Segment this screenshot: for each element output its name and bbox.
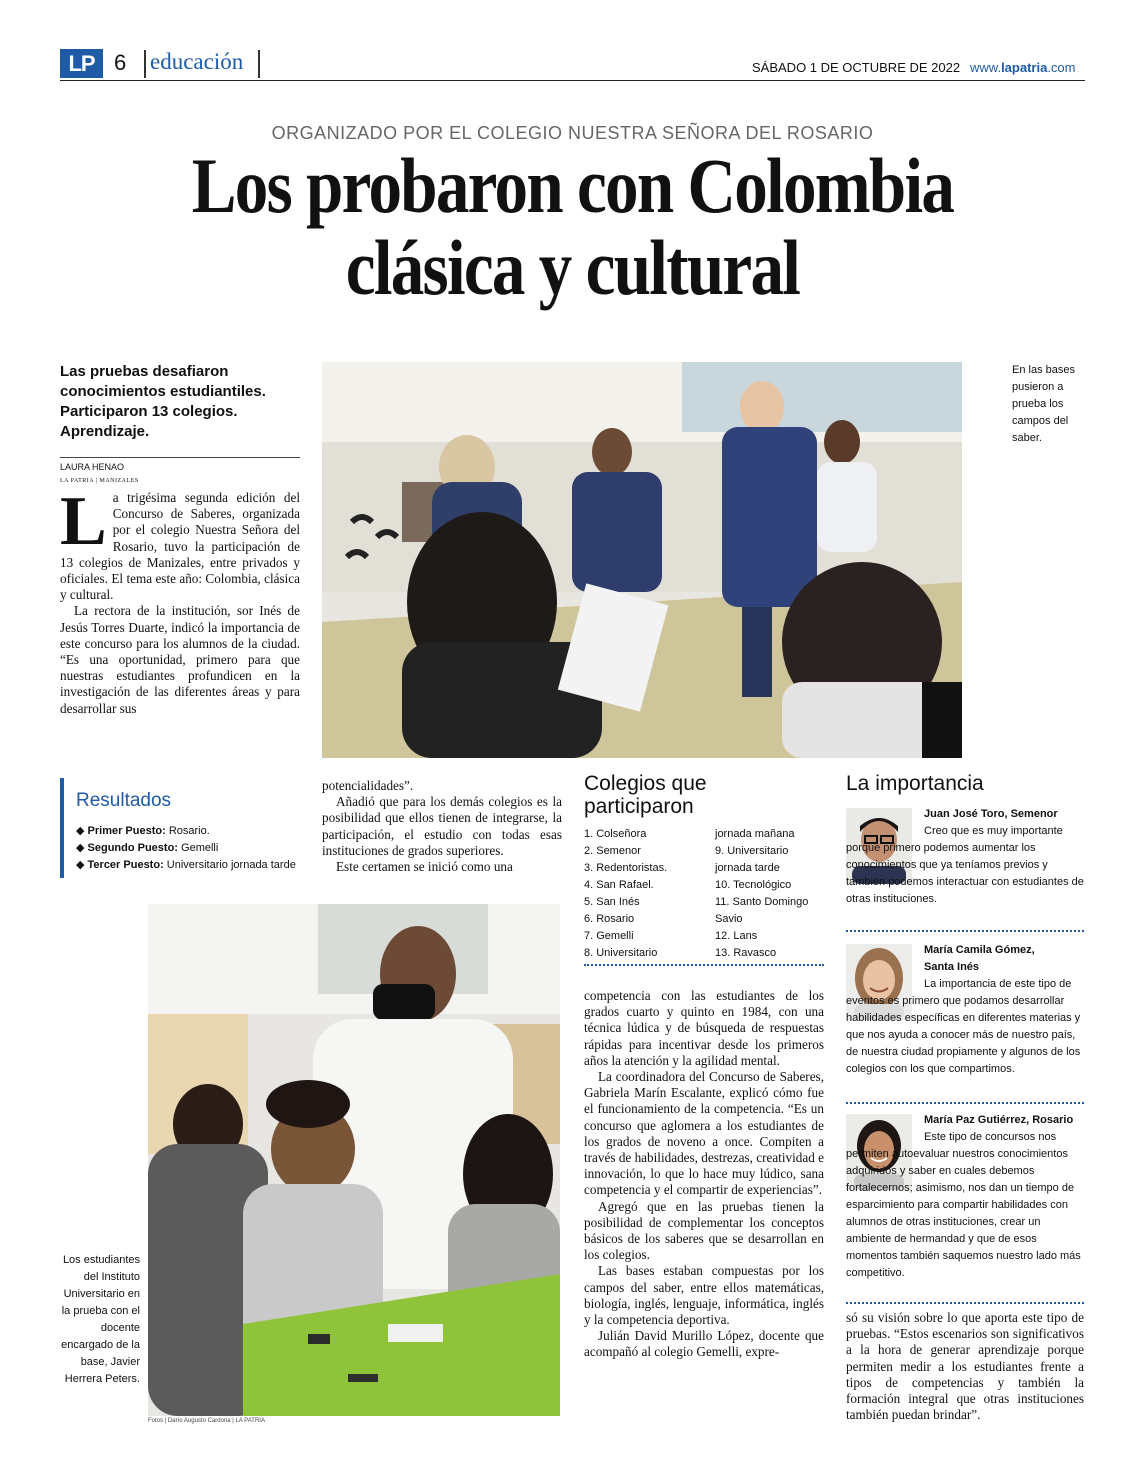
quote-maria-camila [846,942,1084,1078]
list-item [76,857,306,874]
result-value: Gemelli [181,842,219,854]
author-meta: LA PATRIA | MANIZALES [60,478,139,484]
quote-name [924,959,1084,976]
site-suffix: .com [1047,60,1076,75]
quote-text-body: La importancia de este tipo de eventos es primero que podamos desarrollar habilidades específicas en diferentes materias y que nos ayuda a conocer más de nuestro país, de nuestra ciudad propiamente y algunos de los colegios con los que compartimos. [846,978,1081,1075]
list-item: jornada tarde [715,862,780,874]
section-name: educación [150,49,244,74]
results-accent-bar [60,778,64,878]
article-column-3 [584,988,824,1361]
list-item: 13. Ravasco [715,947,777,959]
paragraph: Añadió que para los demás colegios es la posibilidad que ellos tienen de integrarse, la participación, el estudio con todas esas instituciones de grados superiores. [322,794,562,858]
list-item: 3. Redentoristas. [584,862,668,874]
paragraph: só su visión sobre lo que aporta este tipo de pruebas. “Estos escenarios son significativos a la hora de generar aprendizaje porque permiten medir a los estudiantes frente a tipos de competencias y también la formación integral que otras instituciones también puedan brindar”. [846,1310,1084,1423]
list-item: 12. Lans [715,930,758,942]
lab-illustration [148,904,560,1416]
result-label: Primer Puesto: [87,825,166,837]
results-title: Resultados [76,790,172,811]
result-value: Rosario. [168,825,210,837]
site-prefix: www. [970,60,1002,75]
result-label: Tercer Puesto: [87,859,164,871]
list-item: 2. Semenor [584,845,641,857]
paragraph: potencialidades”. [322,778,414,793]
classroom-illustration [322,362,962,758]
paragraph: Julián David Murillo López, docente que acompañó al colegio Gemelli, expre- [584,1328,824,1360]
list-item: 9. Universitario [715,845,789,857]
list-item: 10. Tecnológico [715,879,792,891]
divider [258,50,260,78]
dotted-divider [846,930,1084,932]
photo-credit: Fotos | Darío Augusto Cardona | LA PATRIA [148,1418,265,1424]
result-value: Universitario jornada tarde [166,859,296,871]
list-item: 6. Rosario [584,913,635,925]
article-column-2 [322,778,562,875]
paragraph: Este certamen se inició como una [336,859,513,875]
quote-name [924,1112,1084,1129]
divider [60,457,300,458]
list-item [76,823,306,840]
quote-juan [846,806,1084,908]
quote-name-text: María Paz Gutiérrez, Rosario [924,1114,1074,1126]
result-label: Segundo Puesto: [87,842,178,854]
quote-name-text: Juan José Toro, Semenor [924,808,1058,820]
headline-line: clásica y cultural [345,224,800,311]
quote-maria-paz [846,1112,1084,1282]
header-rule [60,80,1085,81]
article-column-4 [846,1310,1084,1423]
quote-name-text: María Camila Gómez, [924,944,1035,956]
dotted-divider [584,964,824,966]
kicker: ORGANIZADO POR EL COLEGIO NUESTRA SEÑORA DEL ROSARIO [271,123,874,143]
quote-name [924,806,1084,823]
quote-name [924,942,1084,959]
page-number: 6 [114,50,127,75]
list-item: 7. Gemelli [584,930,634,942]
photo-caption: En las bases pusieron a prueba los campos del saber. [1012,364,1075,444]
paragraph: Las bases estaban compuestas por los campos del saber, entre ellos matemáticas, biología, inglés, lenguaje, informática, inglés y la competencia deportiva. [584,1263,824,1328]
quote-text [846,976,1084,1078]
headline [132,142,1014,311]
importancia-title: La importancia [846,772,984,795]
quote-text [846,823,1084,908]
logo[interactable]: LP [60,49,103,78]
colegios-title [584,772,707,818]
paragraph: La coordinadora del Concurso de Saberes, Gabriela Marín Escalante, explicó cómo fue el funcionamiento de la competencia. “Es un concurso que aglomera a los estudiantes de los grados de noveno a once. Compiten a través de habilidades, destrezas, creatividad e innovación, lo que lo hace muy lúdico, sana competencia y el compartir de experiencias”. [584,1069,824,1198]
list-item: 8. Universitario [584,947,658,959]
quote-name-text: Santa Inés [924,961,980,973]
paragraph: competencia con las estudiantes de los grados cuarto y quinto en 1984, con una técnica lúdica y de búsqueda de respuestas rápidas para incentivar desde los primeros años la atención y la agilidad mental. [584,988,824,1068]
headline-line: Los probaron con Colombia [191,142,954,229]
classroom-photo [322,362,962,758]
quote-text-body: Creo que es muy importante porque primero podemos aumentar los conocimientos que ya teníamos previos y también podemos interactuar con estudiantes de otras instituciones. [846,825,1084,905]
issue-date: SÁBADO 1 DE OCTUBRE DE 2022 [752,60,961,75]
article-column-1 [60,483,300,717]
lede: Las pruebas desafiaron conocimientos estudiantiles. Participaron 13 colegios. Aprendizaje. [60,363,266,440]
photo-caption: Los estudiantes del Instituto Universitario en la prueba con el docente encargado de la base, Javier Herrera Peters. [61,1254,140,1385]
list-item: Savio [715,913,743,925]
dotted-divider [846,1102,1084,1104]
lab-photo [148,904,560,1416]
author: LAURA HENAO [60,462,125,472]
paragraph: Agregó que en las pruebas tienen la posibilidad de complementar los conceptos básicos de los saberes que se desarrollan en los colegios. [584,1198,824,1263]
list-item [76,840,306,857]
dotted-divider [846,1302,1084,1304]
list-item: 1. Colseñora [584,828,647,840]
dropcap: L [60,483,107,560]
paragraph: La rectora de la institución, sor Inés de Jesús Torres Duarte, indicó la importancia de este concurso para los alumnos de la ciudad. “Es una oportunidad, primero para que nuestras estudiantes profundicen en la investigación de las diferentes áreas y para desarrollar sus [60,603,300,716]
list-item: 11. Santo Domingo [715,896,809,908]
site-link[interactable] [970,60,1075,75]
colegios-list [584,826,709,962]
quote-text-body: Este tipo de concursos nos permiten autoevaluar nuestros conocimientos adquiridos y saber en cuales debemos fortalecernos; asimismo, nos dan un tiempo de esparcimiento para compartir habilidades con alumnos de otras instituciones, crear un ambiente de hermandad y que de esos momentos también saquemos nuestro lado más competitivo. [846,1131,1081,1279]
colegios-title-line: Colegios que [584,772,707,795]
list-item: 5. San Inés [584,896,640,908]
list-item: 4. San Rafael. [584,879,654,891]
site-name: lapatria [1001,60,1048,75]
list-item: jornada mañana [715,828,795,840]
quote-text [846,1129,1084,1282]
colegios-title-line: participaron [584,795,694,818]
divider [144,50,146,78]
colegios-list [715,826,825,962]
paragraph: a trigésima segunda edición del Concurso de Saberes, organizada por el colegio Nuestra Señora del Rosario, tuvo la participación de 13 colegios de Manizales, entre privados y oficiales. El tema este año: Colombia, clásica y cultural. [60,490,300,603]
results-list [76,823,306,874]
